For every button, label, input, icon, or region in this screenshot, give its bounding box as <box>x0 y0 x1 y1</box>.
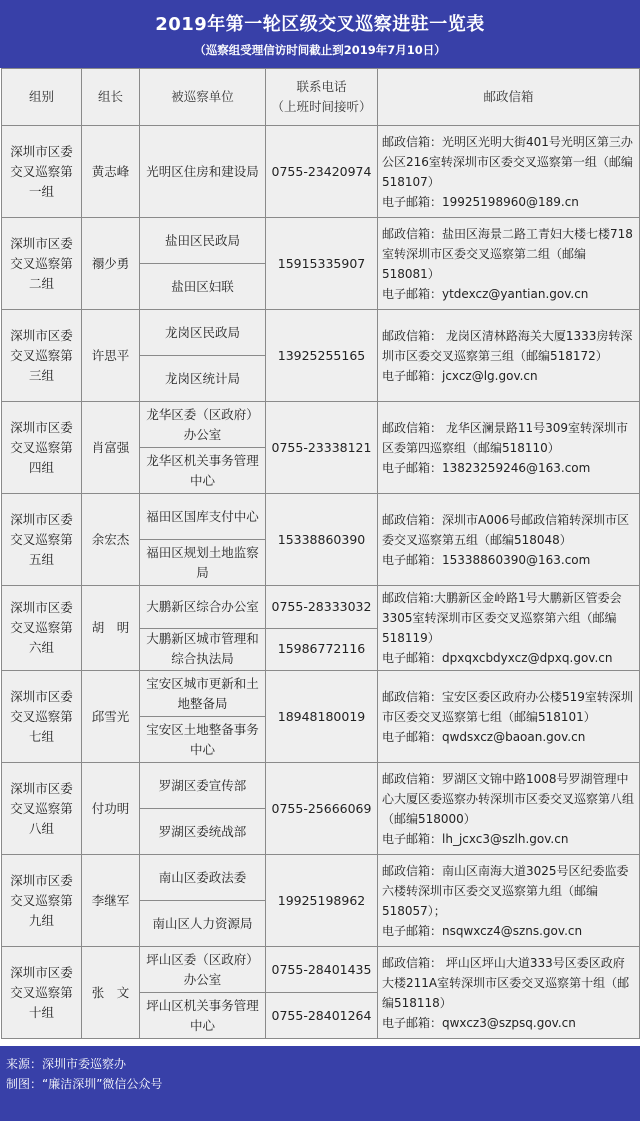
inspected-unit: 盐田区民政局 <box>140 218 266 264</box>
group-name: 深圳市区委交叉巡察第二组 <box>2 218 82 310</box>
header-unit: 被巡察单位 <box>140 69 266 126</box>
inspection-table <box>1 68 640 1039</box>
group-name: 深圳市区委交叉巡察第一组 <box>2 126 82 218</box>
contact-phone: 18948180019 <box>266 671 378 763</box>
mail-box <box>378 671 640 763</box>
group-leader: 胡 明 <box>82 586 140 671</box>
header-mail: 邮政信箱 <box>378 69 640 126</box>
inspected-unit: 龙岗区统计局 <box>140 356 266 402</box>
inspected-unit: 坪山区委（区政府）办公室 <box>140 947 266 993</box>
header-row <box>2 69 640 126</box>
contact-phone: 19925198962 <box>266 855 378 947</box>
mail-box <box>378 218 640 310</box>
group-leader: 张 文 <box>82 947 140 1039</box>
email-address: 电子邮箱：ytdexcz@yantian.gov.cn <box>382 286 589 301</box>
contact-phone: 0755-23338121 <box>266 402 378 494</box>
table-row <box>2 586 640 629</box>
group-name: 深圳市区委交叉巡察第八组 <box>2 763 82 855</box>
contact-phone: 0755-28401435 <box>266 947 378 993</box>
table-row <box>2 671 640 717</box>
contact-phone: 15986772116 <box>266 628 378 671</box>
postal-address: 邮政信箱:大鹏新区金岭路1号大鹏新区管委会3305室转深圳市区委交叉巡察第六组（邮编518119） <box>382 591 622 645</box>
postal-address: 邮政信箱：罗湖区文锦中路1008号罗湖管理中心大厦区委巡察办转深圳市区委交叉巡察第八组（邮编518000） <box>382 771 635 826</box>
contact-phone: 0755-28333032 <box>266 586 378 629</box>
postal-address: 邮政信箱：南山区南海大道3025号区纪委监委六楼转深圳市区委交叉巡察第九组（邮编518057）； <box>382 863 629 918</box>
group-leader: 付功明 <box>82 763 140 855</box>
group-leader: 黄志峰 <box>82 126 140 218</box>
footer-maker: 制图：“廉洁深圳”微信公众号 <box>6 1077 163 1091</box>
inspected-unit: 龙华区委（区政府）办公室 <box>140 402 266 448</box>
inspected-unit: 盐田区妇联 <box>140 264 266 310</box>
postal-address: 邮政信箱：盐田区海景二路工青妇大楼七楼718室转深圳市区委交叉巡察第二组（邮编518081） <box>382 226 633 281</box>
footer <box>0 1046 640 1121</box>
postal-address: 邮政信箱： 龙岗区清林路海关大厦1333房转深圳市区委交叉巡察第三组（邮编518172） <box>382 328 633 363</box>
email-address: 电子邮箱：qwxcz3@szpsq.gov.cn <box>382 1015 576 1030</box>
header-leader: 组长 <box>82 69 140 126</box>
mail-box <box>378 947 640 1039</box>
mail-box <box>378 763 640 855</box>
contact-phone: 15338860390 <box>266 494 378 586</box>
title-banner <box>0 0 640 68</box>
inspected-unit: 福田区规划土地监察局 <box>140 540 266 586</box>
email-address: 电子邮箱：nsqwxcz4@szns.gov.cn <box>382 923 583 938</box>
mail-box <box>378 402 640 494</box>
contact-phone: 0755-25666069 <box>266 763 378 855</box>
group-name: 深圳市区委交叉巡察第七组 <box>2 671 82 763</box>
email-address: 电子邮箱：lh_jcxc3@szlh.gov.cn <box>382 831 569 846</box>
group-leader: 余宏杰 <box>82 494 140 586</box>
group-name: 深圳市区委交叉巡察第十组 <box>2 947 82 1039</box>
contact-phone: 0755-28401264 <box>266 993 378 1039</box>
inspected-unit: 大鹏新区综合办公室 <box>140 586 266 629</box>
email-address: 电子邮箱：jcxcz@lg.gov.cn <box>382 368 538 383</box>
mail-box <box>378 855 640 947</box>
group-name: 深圳市区委交叉巡察第五组 <box>2 494 82 586</box>
inspected-unit: 罗湖区委宣传部 <box>140 763 266 809</box>
table-row <box>2 855 640 901</box>
postal-address: 邮政信箱：光明区光明大街401号光明区第三办公区216室转深圳市区委交叉巡察第一组（邮编518107） <box>382 134 633 189</box>
contact-phone: 0755-23420974 <box>266 126 378 218</box>
email-address: 电子邮箱：15338860390@163.com <box>382 552 591 567</box>
group-leader: 禤少勇 <box>82 218 140 310</box>
table-row <box>2 763 640 809</box>
email-address: 电子邮箱：dpxqxcbdyxcz@dpxq.gov.cn <box>382 651 613 665</box>
postal-address: 邮政信箱：深圳市A006号邮政信箱转深圳市区委交叉巡察第五组（邮编518048） <box>382 512 630 547</box>
mail-box <box>378 494 640 586</box>
email-address: 电子邮箱：13823259246@163.com <box>382 460 591 475</box>
header-phone: 联系电话 （上班时间接听） <box>266 69 378 126</box>
postal-address: 邮政信箱：宝安区委区政府办公楼519室转深圳市区委交叉巡察第七组（邮编518101） <box>382 689 633 724</box>
group-leader: 肖富强 <box>82 402 140 494</box>
inspected-unit: 坪山区机关事务管理中心 <box>140 993 266 1039</box>
inspected-unit: 罗湖区委统战部 <box>140 809 266 855</box>
inspected-unit: 光明区住房和建设局 <box>140 126 266 218</box>
group-leader: 许思平 <box>82 310 140 402</box>
postal-address: 邮政信箱： 坪山区坪山大道333号区委区政府大楼211A室转深圳市区委交叉巡察第十组（邮编518118） <box>382 955 630 1010</box>
footer-source: 来源：深圳市委巡察办 <box>6 1057 127 1071</box>
mail-box <box>378 310 640 402</box>
inspected-unit: 宝安区城市更新和土地整备局 <box>140 671 266 717</box>
table-row <box>2 310 640 356</box>
email-address: 电子邮箱：qwdsxcz@baoan.gov.cn <box>382 729 586 744</box>
mail-box <box>378 126 640 218</box>
table-row <box>2 126 640 218</box>
inspected-unit: 宝安区土地整备事务中心 <box>140 717 266 763</box>
inspected-unit: 福田区国库支付中心 <box>140 494 266 540</box>
table-row <box>2 218 640 264</box>
inspected-unit: 南山区人力资源局 <box>140 901 266 947</box>
email-address: 电子邮箱：19925198960@189.cn <box>382 194 579 209</box>
group-name: 深圳市区委交叉巡察第三组 <box>2 310 82 402</box>
contact-phone: 13925255165 <box>266 310 378 402</box>
table-row <box>2 402 640 448</box>
contact-phone: 15915335907 <box>266 218 378 310</box>
table-row <box>2 947 640 993</box>
inspected-unit: 大鹏新区城市管理和综合执法局 <box>140 628 266 671</box>
inspected-unit: 龙华区机关事务管理中心 <box>140 448 266 494</box>
table-row <box>2 494 640 540</box>
group-name: 深圳市区委交叉巡察第四组 <box>2 402 82 494</box>
group-leader: 邱雪光 <box>82 671 140 763</box>
header-group: 组别 <box>2 69 82 126</box>
group-name: 深圳市区委交叉巡察第六组 <box>2 586 82 671</box>
group-name: 深圳市区委交叉巡察第九组 <box>2 855 82 947</box>
group-leader: 李继军 <box>82 855 140 947</box>
page-subtitle: （巡察组受理信访时间截止到2019年7月10日） <box>194 43 446 57</box>
inspected-unit: 南山区委政法委 <box>140 855 266 901</box>
page-title: 2019年第一轮区级交叉巡察进驻一览表 <box>155 14 485 35</box>
postal-address: 邮政信箱： 龙华区澜景路11号309室转深圳市区委第四巡察组（邮编518110） <box>382 420 628 455</box>
mail-box <box>378 586 640 671</box>
inspected-unit: 龙岗区民政局 <box>140 310 266 356</box>
